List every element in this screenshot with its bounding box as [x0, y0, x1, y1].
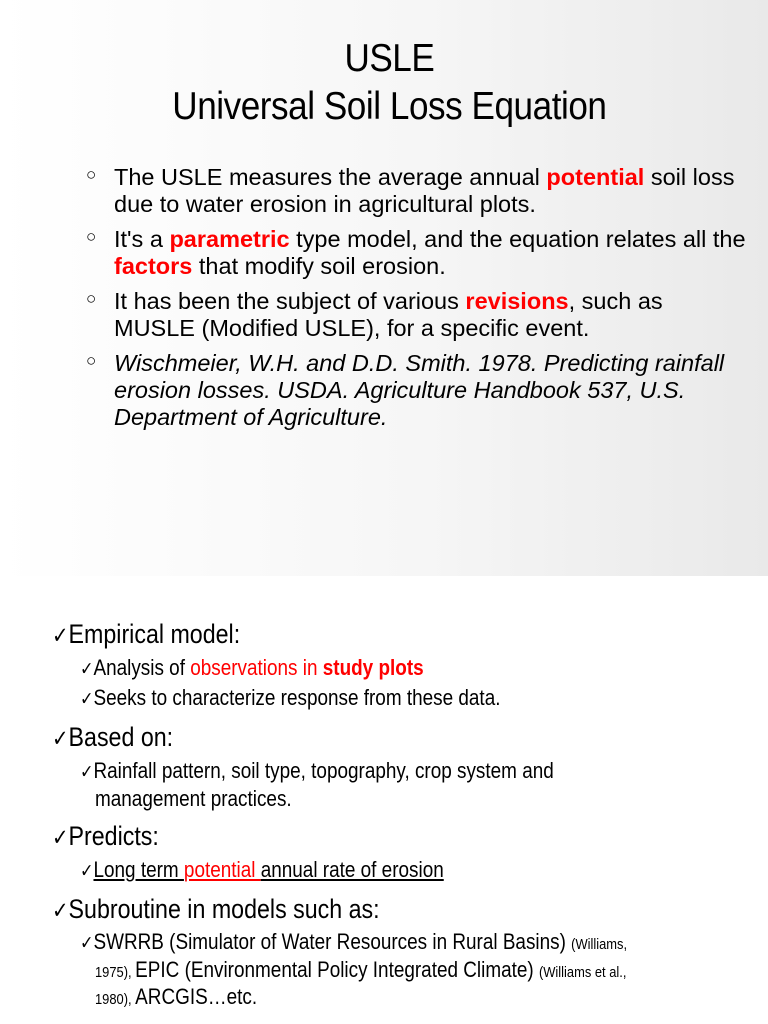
- circle-bullet-icon: ○: [86, 165, 97, 184]
- circle-bullet-icon: ○: [86, 351, 97, 370]
- heading-based-on: ✓Based on:: [52, 722, 174, 752]
- item-rainfall-pattern: ✓Rainfall pattern, soil type, topography, crop system and: [80, 758, 554, 783]
- check-icon: ✓: [52, 825, 69, 851]
- check-icon: ✓: [52, 898, 69, 924]
- slide-usle-characteristics: [0, 576, 768, 1024]
- item-rainfall-pattern-continued: management practices.: [95, 786, 292, 811]
- bullet-parametric-model: ○ It's a parametric type model, and the equation relates all the factors that modify soil erosion.: [86, 226, 746, 280]
- bullet-usle-measures: ○ The USLE measures the average annual potential soil loss due to water erosion in agricultural plots.: [86, 164, 746, 218]
- item-long-term-potential: ✓Long term potential annual rate of erosion: [80, 857, 444, 882]
- heading-predicts: ✓Predicts:: [52, 821, 159, 851]
- item-arcgis: 1980), ARCGIS…etc.: [95, 984, 258, 1009]
- check-icon: ✓: [80, 861, 94, 882]
- check-icon: ✓: [80, 933, 94, 954]
- circle-bullet-icon: ○: [86, 227, 97, 246]
- item-swrrb: ✓SWRRB (Simulator of Water Resources in Rural Basins) (Williams,: [80, 929, 628, 954]
- emphasis-revisions: revisions: [465, 288, 569, 314]
- heading-subroutine: ✓Subroutine in models such as:: [52, 894, 380, 924]
- item-analysis-of-observations: ✓Analysis of observations in study plots: [80, 655, 424, 680]
- bullet-citation: [86, 350, 746, 431]
- bullet-list: [86, 164, 746, 439]
- bullet-revisions: ○ It has been the subject of various revisions, such as MUSLE (Modified USLE), for a specific event.: [86, 288, 746, 342]
- check-icon: ✓: [80, 659, 94, 680]
- circle-bullet-icon: ○: [86, 289, 97, 308]
- item-epic: 1975), EPIC (Environmental Policy Integrated Climate) (Williams et al.,: [95, 957, 627, 982]
- check-icon: ✓: [80, 689, 94, 710]
- title-usle: USLE: [344, 37, 435, 80]
- item-seeks-to-characterize: ✓Seeks to characterize response from these data.: [80, 685, 501, 710]
- check-icon: ✓: [52, 623, 69, 649]
- check-icon: ✓: [80, 762, 94, 783]
- heading-empirical-model: ✓Empirical model:: [52, 619, 241, 649]
- emphasis-factors: factors: [114, 253, 193, 279]
- title-universal-soil-loss-equation: Universal Soil Loss Equation: [172, 85, 607, 128]
- emphasis-parametric: parametric: [169, 226, 290, 252]
- check-icon: ✓: [52, 726, 69, 752]
- citation-wischmeier-smith: Wischmeier, W.H. and D.D. Smith. 1978. Predicting rainfall erosion losses. USDA. Agriculture Handbook 537, U.S. Department of Agriculture.: [114, 350, 725, 430]
- emphasis-potential: potential: [546, 164, 645, 190]
